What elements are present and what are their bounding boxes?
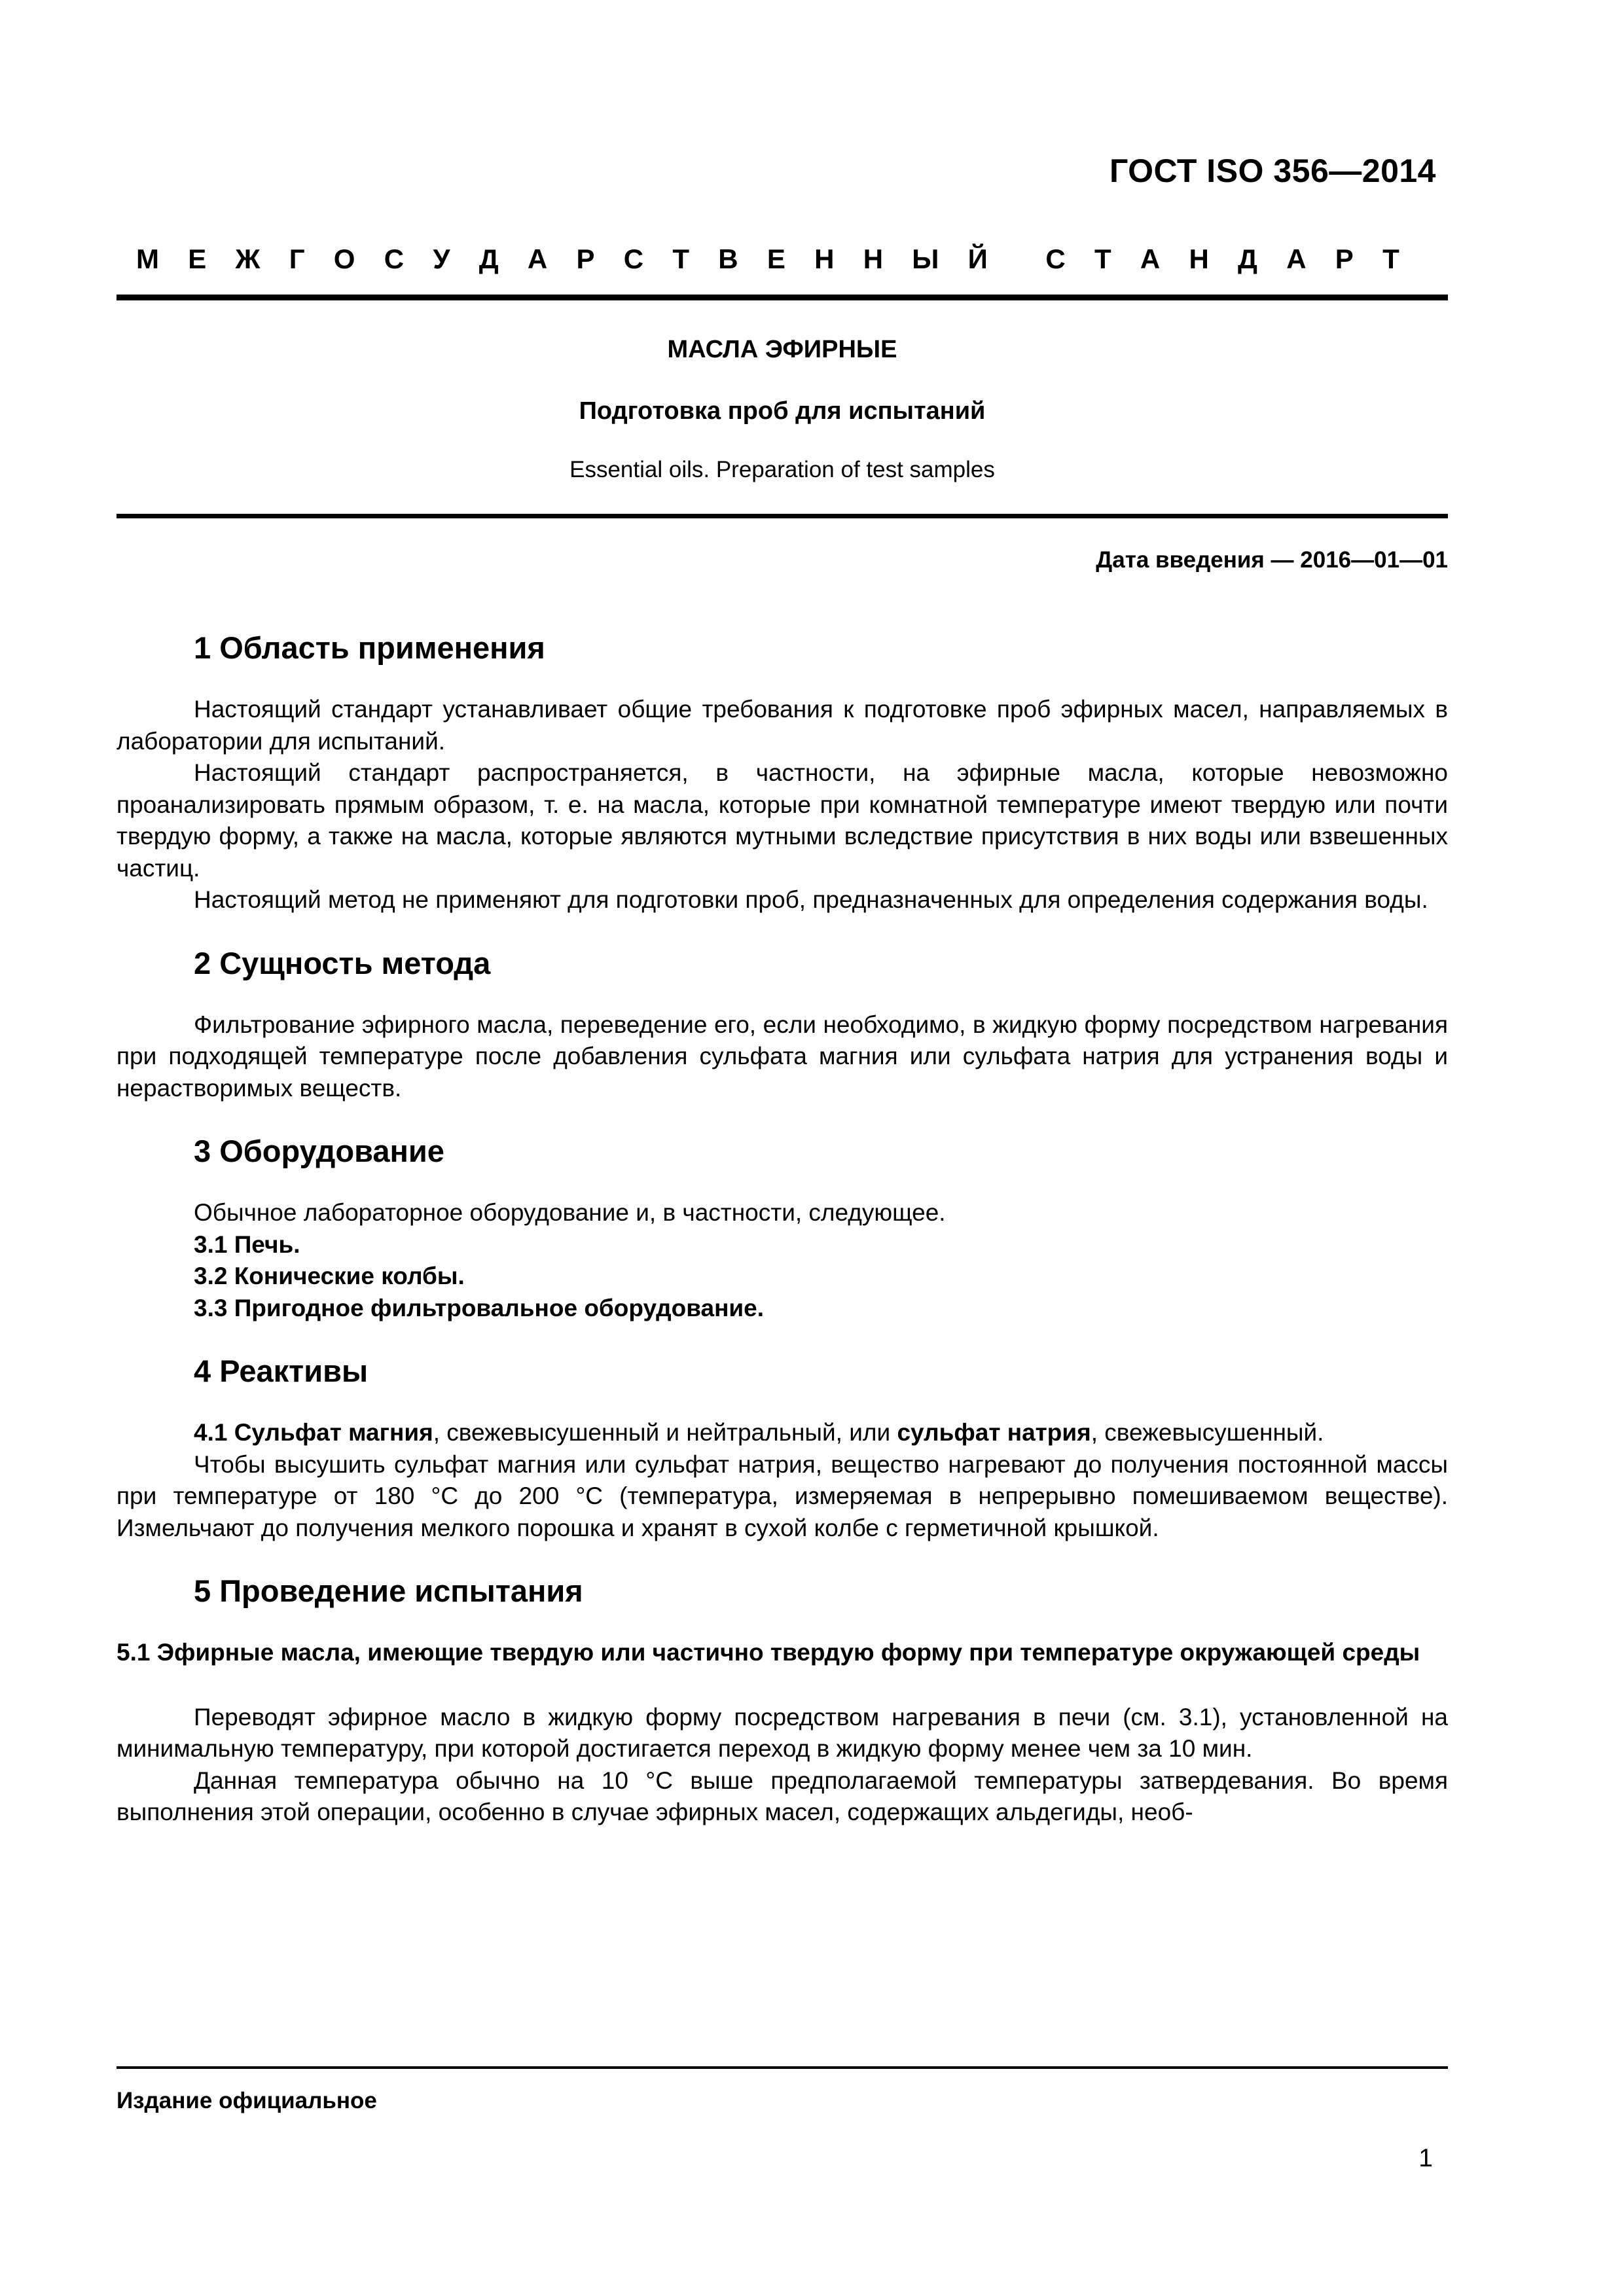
banner-letter: Ы: [912, 243, 939, 274]
standard-type-banner: [136, 243, 1399, 275]
banner-letter: Д: [478, 243, 499, 274]
banner-letter: А: [1140, 243, 1161, 274]
document-title-english: Essential oils. Preparation of test samples: [569, 457, 995, 482]
banner-letter: Т: [672, 243, 689, 274]
document-title: МАСЛА ЭФИРНЫЕ: [667, 336, 897, 363]
banner-letter: Т: [1382, 243, 1399, 274]
banner-letter: Д: [1238, 243, 1257, 274]
paragraph: Данная температура обычно на 10 °С выше предполагаемой температуры затвердевания. Во время выполнения этой операции, особенно в случае эфирных масел, содержащих альдегиды, необ-: [117, 1767, 1448, 1825]
paragraph: Обычное лабораторное оборудование и, в частности, следующее.: [194, 1199, 946, 1226]
paragraph: Настоящий стандарт устанавливает общие требования к подготовке проб эфирных масел, направляемых в лаборатории для испытаний.: [117, 696, 1448, 755]
introduction-date: Дата введения — 2016—01—01: [1096, 547, 1448, 573]
section-heading: 2 Сущность метода: [194, 945, 491, 980]
paragraph: Фильтрование эфирного масла, переведение его, если необходимо, в жидкую форму посредством нагревания при подходящей температуре после добавления сульфата магния или сульфата натрия для устранения воды и нерастворимых веществ.: [117, 1011, 1448, 1102]
banner-letter: Й: [967, 243, 988, 274]
banner-letter: Н: [863, 243, 884, 274]
banner-letter: Г: [289, 243, 305, 274]
equipment-item: 3.1 Печь.: [194, 1230, 300, 1258]
standard-number: ГОСТ ISO 356—2014: [1109, 152, 1436, 189]
document-body: [117, 628, 1448, 1829]
section-heading: 5 Проведение испытания: [194, 1573, 583, 1608]
banner-letter: Ж: [235, 243, 261, 274]
paragraph: 4.1 Сульфат магния, свежевысушенный и нейтральный, или сульфат натрия, свежевысушенный.: [194, 1419, 1324, 1446]
document-subtitle: Подготовка проб для испытаний: [579, 397, 986, 425]
equipment-item: 3.2 Конические колбы.: [194, 1263, 465, 1289]
banner-letter: Р: [1335, 243, 1354, 274]
reagent-name: 4.1 Сульфат магния: [194, 1419, 433, 1446]
equipment-item: 3.3 Пригодное фильтровальное оборудование.: [194, 1294, 765, 1321]
paragraph: Настоящий стандарт распространяется, в частности, на эфирные масла, которые невозможно проанализировать прямым образом, т. е. на масла, которые при комнатной температуре имеют твердую или почти твердую форму, а также на масла, которые являются мутными вследствие присутствия в них воды или взвешенных частиц.: [117, 759, 1448, 882]
banner-letter: В: [718, 243, 738, 274]
banner-letter: С: [384, 243, 405, 274]
banner-letter: М: [136, 243, 159, 274]
banner-letter: Н: [814, 243, 835, 274]
paragraph: Переводят эфирное масло в жидкую форму посредством нагревания в печи (см. 3.1), установленной на минимальную температуру, при которой достигается переход в жидкую форму менее чем за 10 мин.: [117, 1703, 1448, 1762]
banner-letter: А: [527, 243, 548, 274]
paragraph: Настоящий метод не применяют для подготовки проб, предназначенных для определения содержания воды.: [194, 886, 1428, 913]
reagent-name: сульфат натрия: [897, 1419, 1091, 1446]
banner-letter: Е: [767, 243, 785, 274]
section-heading: 3 Оборудование: [194, 1134, 444, 1168]
paragraph: Чтобы высушить сульфат магния или сульфат натрия, вещество нагревают до получения постоянной массы при температуре от 180 °С до 200 °С (температура, измеряемая в непрерывно помешиваемом веществе). Измельчают до получения мелкого порошка и хранят в сухой колбе с герметичной крышкой.: [117, 1450, 1448, 1541]
banner-letter: Р: [576, 243, 595, 274]
footer-divider: [117, 2066, 1448, 2069]
section-heading: 4 Реактивы: [194, 1354, 369, 1388]
banner-letter: А: [1286, 243, 1307, 274]
page-number: 1: [1418, 2144, 1433, 2172]
section-heading: 1 Область применения: [194, 630, 545, 665]
banner-letter: С: [623, 243, 644, 274]
banner-letter: У: [433, 243, 450, 274]
banner-letter: Н: [1189, 243, 1209, 274]
banner-letter: Е: [188, 243, 207, 274]
official-edition-note: Издание официальное: [117, 2088, 377, 2113]
top-divider: [117, 295, 1448, 300]
banner-letter: О: [333, 243, 355, 274]
subsection-heading: 5.1 Эфирные масла, имеющие твердую или частично твердую форму при температуре окружающей среды: [117, 1639, 1420, 1666]
title-divider: [117, 514, 1448, 518]
banner-letter: Т: [1094, 243, 1111, 274]
banner-letter: С: [1045, 243, 1066, 274]
